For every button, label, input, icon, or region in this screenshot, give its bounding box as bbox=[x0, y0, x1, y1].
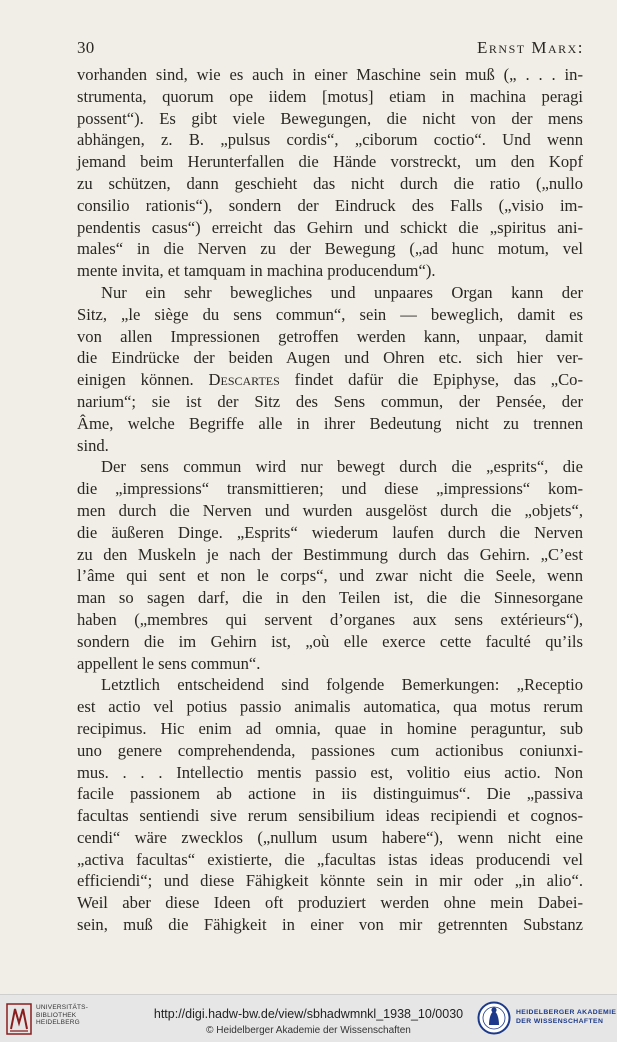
text-line: Letztlich entscheidend sind folgende Bemerkungen: „Receptio bbox=[101, 675, 583, 695]
text-line: jemand beim Herunterfallen die Hände vorstreckt, um den Kopf bbox=[77, 152, 583, 172]
text-line: abhängen, z. B. „pulsus cordis“, „ciborum coctio“. Und wenn bbox=[77, 130, 583, 150]
running-title: Ernst Marx: bbox=[477, 38, 584, 57]
academy-label bbox=[516, 1008, 616, 1026]
university-label-line: HEIDELBERG bbox=[36, 1019, 80, 1026]
text-line: uno genere comprehendenda, passiones cum actionibus coniunxi- bbox=[77, 740, 583, 760]
academy-seal-icon bbox=[477, 1001, 511, 1035]
text-line: est actio vel potius passio animalis automatica, qua motus rerum bbox=[77, 697, 583, 717]
academy-label-line: DER WISSENSCHAFTEN bbox=[516, 1018, 604, 1025]
text-line: males“ in die Nerven zu der Bewegung („ad hunc motum, vel bbox=[77, 239, 583, 259]
academy-label-line: HEIDELBERGER AKADEMIE bbox=[516, 1009, 617, 1016]
text-line: mus. . . . Intellectio mentis passio est, volitio eius actio. Non bbox=[77, 762, 583, 782]
text-line: cendi“ wäre zwecklos („nullum usum habere“), wenn nicht eine bbox=[77, 827, 583, 847]
text-fragment: einigen können. bbox=[77, 370, 194, 390]
text-line: von allen Impressionen getroffen werden kann, unpaar, damit bbox=[77, 326, 583, 346]
text-line: narium“; sie ist der Sitz des Sens commun, der Pensée, der bbox=[77, 391, 583, 411]
text-line: sein, muß die Fähigkeit in einer von mir getrennten Substanz bbox=[77, 915, 583, 935]
text-line: strumenta, quorum ope iidem [motus] etiam in machina peragi bbox=[77, 86, 583, 106]
university-label-line: UNIVERSITÄTS- bbox=[36, 1004, 89, 1011]
body-text bbox=[77, 64, 583, 936]
text-line: recipimus. Hic enim ad omnia, quae in homine peraguntur, sub bbox=[77, 718, 583, 738]
running-head bbox=[77, 38, 584, 60]
viewer-footer bbox=[0, 994, 617, 1042]
university-label-line: BIBLIOTHEK bbox=[36, 1011, 77, 1019]
text-fragment: findet dafür die Epiphyse, das „Co- bbox=[279, 370, 583, 390]
text-line: efficiendi“; und diese Fähigkeit könnte sein in mir oder „in alio“. bbox=[77, 871, 583, 891]
text-line: man so sagen darf, die in den Teilen ist, die die Sinnesorgane bbox=[77, 588, 583, 608]
text-line-with-name bbox=[77, 369, 583, 391]
text-line: die „impressions“ transmittieren; und diese „impressions“ kom- bbox=[77, 479, 583, 499]
text-line: sind. bbox=[77, 435, 109, 455]
author-name: Descartes bbox=[208, 370, 280, 390]
text-line: Nur ein sehr bewegliches und unpaares Organ kann der bbox=[101, 282, 583, 302]
text-line: „activa facultas“ existierte, die „facultas istas ideas producendi vel bbox=[77, 849, 583, 869]
text-line: die äußeren Dinge. „Esprits“ wiederum laufen durch die Nerven bbox=[77, 522, 583, 542]
text-line: zu schützen, dann geschieht das nicht durch die ratio („nullo bbox=[77, 173, 583, 193]
page-number: 30 bbox=[77, 38, 95, 57]
text-line: Âme, welche Begriffe alle in ihrer Bedeutung nicht zu trennen bbox=[77, 413, 583, 433]
text-line: Weil aber diese Ideen oft produziert werden ohne mein Dabei- bbox=[77, 893, 583, 913]
text-line: Der sens commun wird nur bewegt durch die „esprits“, die bbox=[101, 457, 583, 477]
text-line: die Eindrücke der beiden Augen und Ohren etc. sich hier ver- bbox=[77, 348, 583, 368]
text-line: vorhanden sind, wie es auch in einer Maschine sein muß („ . . . in- bbox=[77, 65, 583, 84]
text-line: Sitz, „le siège du sens commun“, sein — beweglich, damit es bbox=[77, 304, 583, 324]
text-line: zu den Muskeln je nach der Bestimmung durch das Gehirn. „C’est bbox=[77, 544, 583, 564]
text-line: l’âme qui sent et non le corps“, und zwar nicht die Seele, wenn bbox=[77, 566, 583, 586]
text-line: men durch die Nerven und wurden ausgelöst durch die „objets“, bbox=[77, 500, 583, 520]
text-line: pendentis casus“) erreicht das Gehirn und schickt die „spiritus ani- bbox=[77, 217, 583, 237]
copyright-notice: © Heidelberger Akademie der Wissenschaften bbox=[206, 1025, 411, 1036]
text-line: possent“). Es gibt viele Bewegungen, die nicht von der mens bbox=[77, 108, 583, 128]
text-line: consilio rationis“), sondern der Eindruck des Falls („visio im- bbox=[77, 195, 583, 215]
text-line: sondern die im Gehirn ist, „où elle exerce cette faculté qu’ils bbox=[77, 631, 583, 651]
text-line: mente invita, et tamquam in machina producendum“). bbox=[77, 261, 436, 281]
text-line: facile passionem ab actione in iis distinguimus“. Die „passiva bbox=[77, 784, 583, 804]
text-line: appellent le sens commun“. bbox=[77, 653, 261, 673]
text-line: facultas sentiendi sive rerum sensibilium ideas recipiendi et cognos- bbox=[77, 806, 583, 826]
permalink-url[interactable]: http://digi.hadw-bw.de/view/sbhadwmnkl_1938_10/0030 bbox=[153, 1007, 464, 1021]
text-line: haben („membres qui servent d’organes aux sens extérieurs“), bbox=[77, 609, 583, 629]
